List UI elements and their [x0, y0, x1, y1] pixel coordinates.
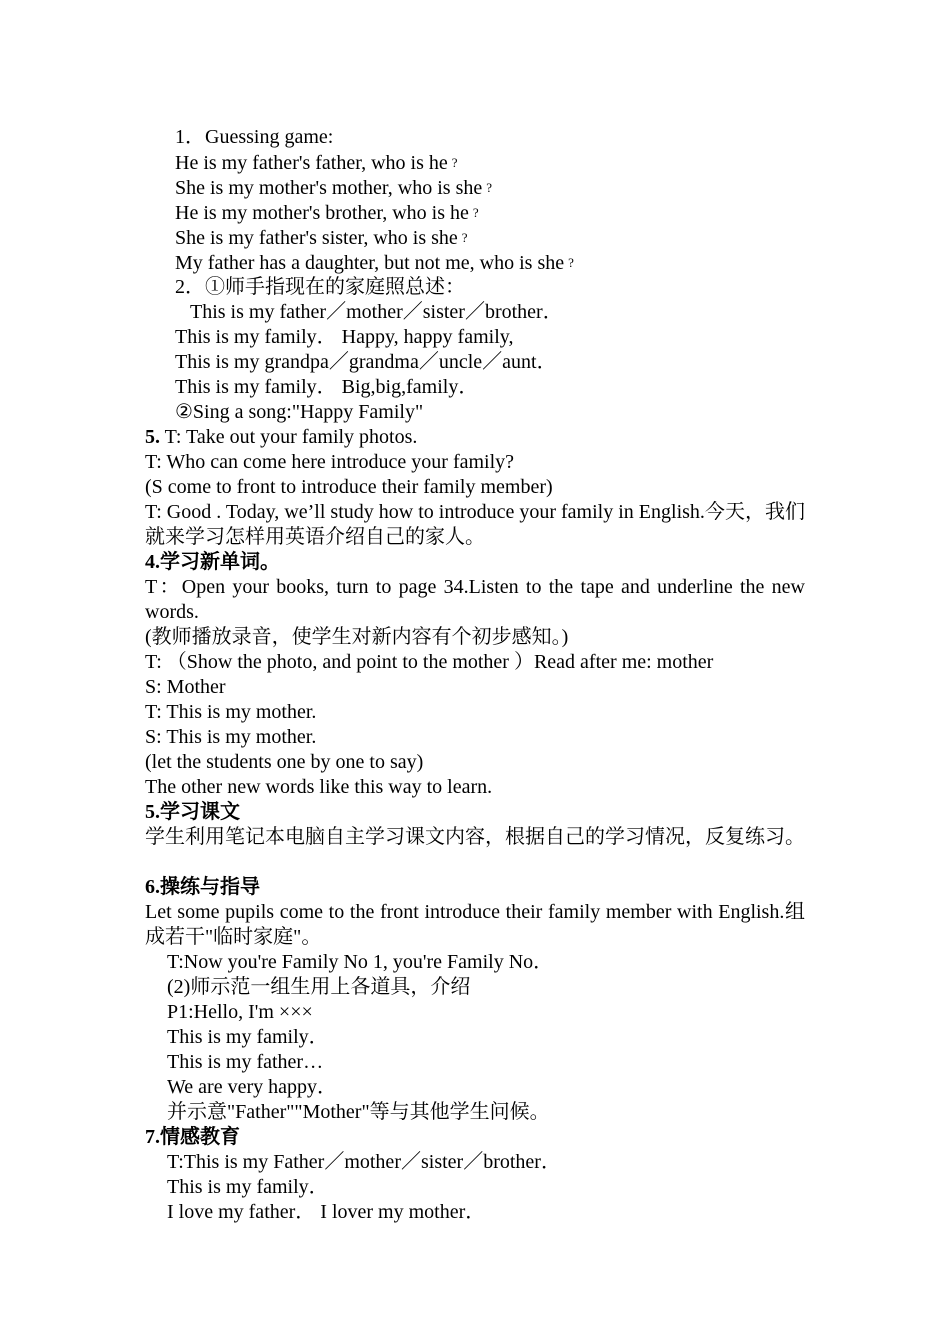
section-6-line-4: P1:Hello, I'm ×××	[167, 1001, 313, 1023]
section-5b-heading: 5.学习课文	[145, 801, 240, 823]
section-4-line-5: T: This is my mother.	[145, 701, 317, 723]
section-5-line-4: T: Good . Today, we’ll study how to introduce your family in English.今天，我们就来学习怎样用英语介绍自己的家人。	[145, 501, 805, 548]
section-6-line-6: This is my father…	[167, 1051, 324, 1073]
section-4-heading: 4.学习新单词。	[145, 551, 280, 573]
section-5-line-3: (S come to front to introduce their family member)	[145, 476, 553, 498]
photo-line-3: This is my grandpa／grandma／uncle／aunt．	[175, 351, 557, 373]
section-4-line-1: T：Open your books, turn to page 34.Listen to the tape and underline the new words.	[145, 576, 805, 623]
section-6-line-3: (2)师示范一组生用上各道具，介绍	[167, 976, 471, 998]
section-4-line-2: (教师播放录音，使学生对新内容有个初步感知。)	[145, 626, 569, 648]
photo-line-2: This is my family． Happy, happy family,	[175, 326, 514, 348]
photo-line-5: ②Sing a song:"Happy Family"	[175, 401, 424, 423]
section-4-line-7: (let the students one by one to say)	[145, 751, 424, 773]
photo-line-1: This is my father／mother／sister／brother．	[190, 301, 563, 323]
guess-question-5: My father has a daughter, but not me, who is she ?	[175, 252, 574, 274]
section-4-line-8: The other new words like this way to learn.	[145, 776, 493, 798]
section-6-line-5: This is my family．	[167, 1026, 329, 1048]
guess-question-2: She is my mother's mother, who is she ?	[175, 177, 493, 199]
section-6-line-1: Let some pupils come to the front introduce their family member with English.组成若干"临时家庭"。	[145, 901, 805, 948]
guessing-game-title: 1．Guessing game:	[175, 126, 334, 148]
section-6-heading: 6.操练与指导	[145, 876, 260, 898]
section-5-line-2: T: Who can come here introduce your family?	[145, 451, 515, 473]
section-7-line-1: T:This is my Father／mother／sister／brother．	[167, 1151, 561, 1173]
section-5-line-1: 5. T: Take out your family photos.	[145, 426, 418, 448]
section-4-line-3: T: （Show the photo, and point to the mother ）Read after me: mother	[145, 651, 714, 673]
section-6-line-7: We are very happy．	[167, 1076, 337, 1098]
guess-question-4: She is my father's sister, who is she ?	[175, 227, 468, 249]
section-4-line-6: S: This is my mother.	[145, 726, 317, 748]
section-6-line-2: T:Now you're Family No 1, you're Family No．	[167, 951, 554, 973]
photo-title: 2．①师手指现在的家庭照总述：	[175, 276, 465, 298]
guess-question-1: He is my father's father, who is he ?	[175, 152, 458, 174]
section-6-line-8: 并示意"Father""Mother"等与其他学生问候。	[167, 1101, 550, 1123]
guess-question-3: He is my mother's brother, who is he ?	[175, 202, 479, 224]
photo-line-4: This is my family． Big,big,family．	[175, 376, 479, 398]
section-7-line-3: I love my father． I lover my mother．	[167, 1201, 486, 1223]
section-7-line-2: This is my family．	[167, 1176, 329, 1198]
section-7-heading: 7.情感教育	[145, 1126, 240, 1148]
section-5b-line-1: 学生利用笔记本电脑自主学习课文内容，根据自己的学习情况，反复练习。	[145, 826, 805, 848]
section-4-line-4: S: Mother	[145, 676, 226, 698]
